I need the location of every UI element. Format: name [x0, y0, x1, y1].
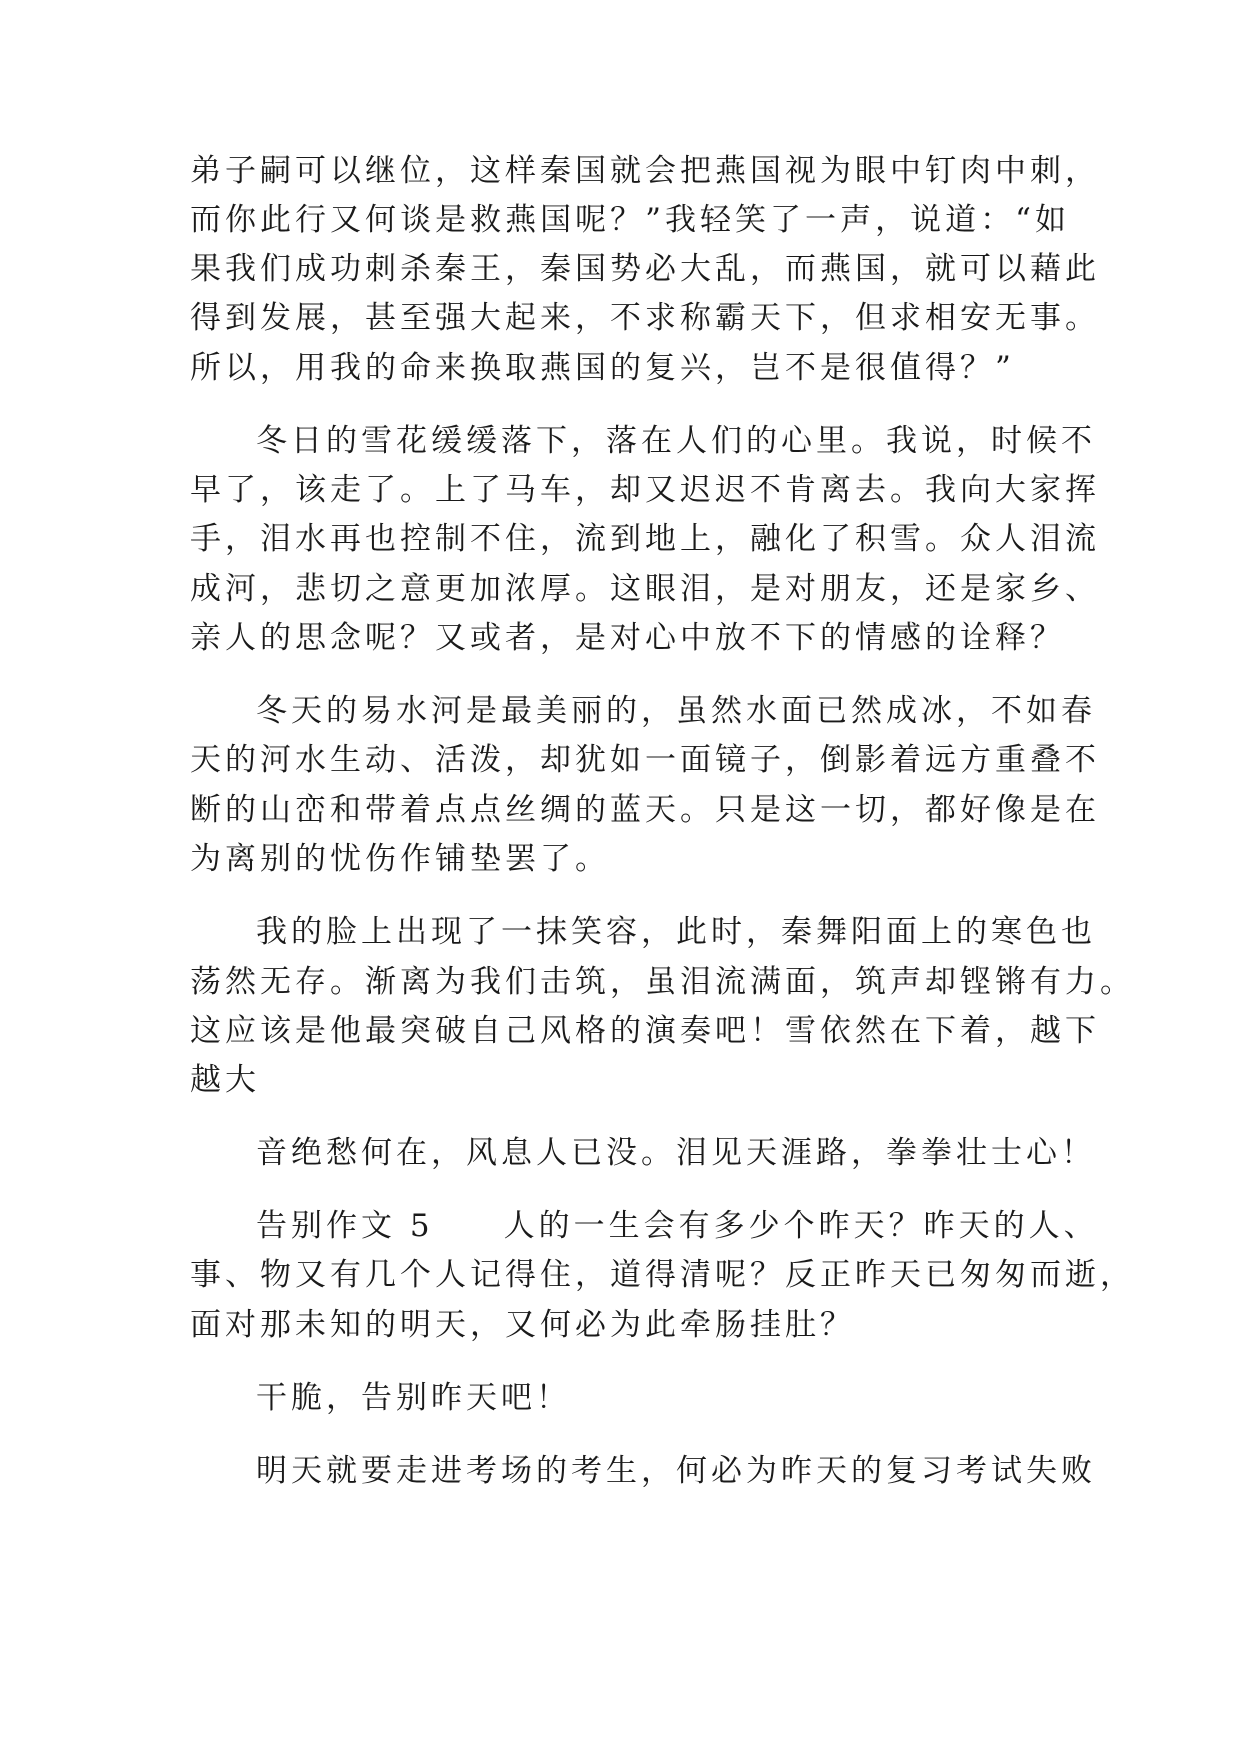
- text-line: 越大: [190, 1062, 260, 1098]
- text-line: 得到发展，甚至强大起来，不求称霸天下，但求相安无事。: [190, 300, 1100, 336]
- text-line: 荡然无存。渐离为我们击筑，虽泪流满面，筑声却铿锵有力。: [190, 964, 1135, 1000]
- paragraph-first-line: 我的脸上出现了一抹笑容，此时，秦舞阳面上的寒色也: [256, 914, 1096, 950]
- text-line: 面对那未知的明天，又何必为此牵肠挂肚？: [190, 1307, 855, 1343]
- text-line: 早了，该走了。上了马车，却又迟迟不肯离去。我向大家挥: [190, 472, 1100, 508]
- paragraph-first-line: 冬天的易水河是最美丽的，虽然水面已然成冰，不如春: [256, 693, 1096, 729]
- text-line: 所以，用我的命来换取燕国的复兴，岂不是很值得？”: [190, 350, 1015, 386]
- paragraph-first-line: 音绝愁何在，风息人已没。泪见天涯路，拳拳壮士心！: [256, 1135, 1096, 1171]
- text-line: 手，泪水再也控制不住，流到地上，融化了积雪。众人泪流: [190, 521, 1100, 557]
- text-line: 事、物又有几个人记得住，道得清呢？反正昨天已匆匆而逝，: [190, 1257, 1135, 1293]
- paragraph-first-line: 干脆，告别昨天吧！: [256, 1380, 571, 1416]
- text-line: 弟子嗣可以继位，这样秦国就会把燕国视为眼中钉肉中刺，: [190, 153, 1100, 189]
- paragraph-first-line: 冬日的雪花缓缓落下，落在人们的心里。我说，时候不: [256, 423, 1096, 459]
- text-line: 天的河水生动、活泼，却犹如一面镜子，倒影着远方重叠不: [190, 742, 1100, 778]
- text-line: 为离别的忧伤作铺垫罢了。: [190, 841, 610, 877]
- text-line: 成河，悲切之意更加浓厚。这眼泪，是对朋友，还是家乡、: [190, 571, 1100, 607]
- text-line: 果我们成功刺杀秦王，秦国势必大乱，而燕国，就可以藉此: [190, 251, 1100, 287]
- paragraph-first-line: 明天就要走进考场的考生，何必为昨天的复习考试失败: [256, 1453, 1096, 1489]
- text-line: 这应该是他最突破自己风格的演奏吧！雪依然在下着，越下: [190, 1013, 1100, 1049]
- text-line: 而你此行又何谈是救燕国呢？”我轻笑了一声，说道：“如: [190, 202, 1070, 238]
- paragraph-first-line: 告别作文 5 人的一生会有多少个昨天？昨天的人、: [256, 1208, 1099, 1244]
- text-line: 亲人的思念呢？又或者，是对心中放不下的情感的诠释？: [190, 620, 1065, 656]
- text-line: 断的山峦和带着点点丝绸的蓝天。只是这一切，都好像是在: [190, 792, 1100, 828]
